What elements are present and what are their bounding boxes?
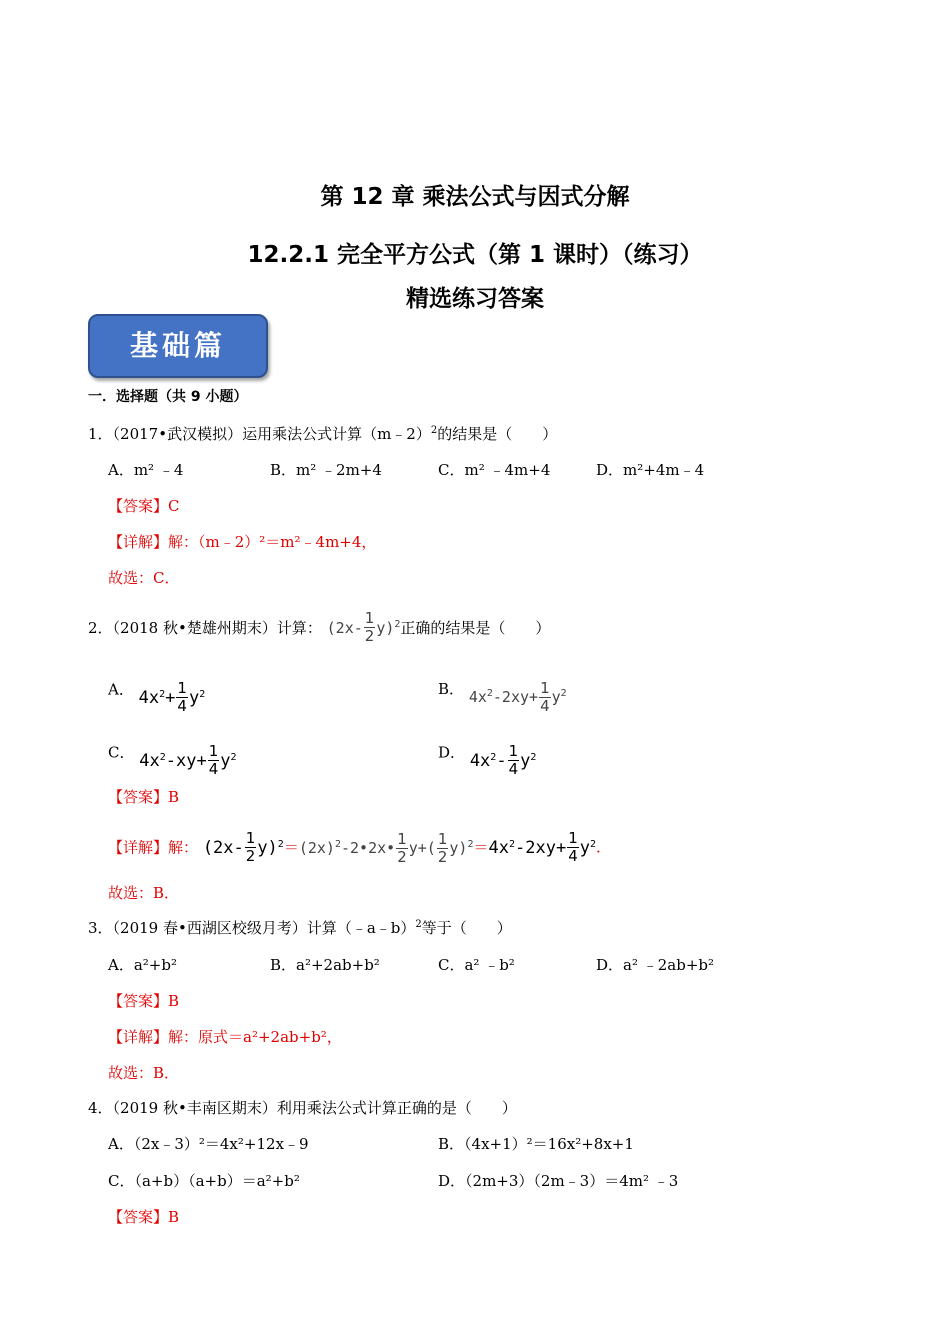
- question-3-option-c: C．a² ﹣b²: [438, 956, 515, 974]
- question-1-option-d: D．m²+4m﹣4: [596, 461, 705, 479]
- question-1-option-c: C．m² ﹣4m+4: [438, 461, 551, 479]
- question-1-option-b: B．m² ﹣2m+4: [270, 461, 382, 479]
- question-2-option-a: A． $4x^2+$ $\frac{1}{4}$ $y^2$: [108, 679, 206, 715]
- question-3-detail: 【详解】解：原式＝a²+2ab+b²，: [108, 1028, 342, 1046]
- question-3-answer: 【答案】B: [108, 992, 180, 1010]
- question-2-expression: (2x- $\frac{1}{2}$ y)$^2$: [326, 609, 401, 645]
- question-4-stem: 4．（2019 秋•丰南区期末）利用乘法公式计算正确的是（ ）: [88, 1099, 517, 1117]
- question-4-option-b: B．（4x+1）²＝16x²+8x+1: [438, 1135, 634, 1153]
- question-2-choice: 故选：B．: [108, 884, 180, 902]
- question-2-stem: 2．（2018 秋•楚雄州期末）计算： (2x- $\frac{1}{2}$ y)$^2$正确的结果是（ ）: [88, 609, 551, 645]
- question-2-option-c: C． $4x^2-xy+$ $\frac{1}{4}$ $y^2$: [108, 742, 237, 778]
- question-4-answer: 【答案】B: [108, 1208, 180, 1226]
- page-subtitle: 精选练习答案: [406, 286, 544, 312]
- question-1-choice: 故选：C．: [108, 569, 180, 587]
- question-3-stem: 3．（2019 春•西湖区校级月考）计算（﹣a﹣b）$^2$等于（ ）: [88, 919, 512, 937]
- question-3-choice: 故选：B．: [108, 1064, 180, 1082]
- section-badge: 基础篇: [88, 314, 268, 378]
- lesson-title: 12.2.1 完全平方公式（第 1 课时）（练习）: [247, 242, 703, 268]
- chapter-title: 第 12 章 乘法公式与因式分解: [320, 184, 630, 210]
- question-1-answer: 【答案】C: [108, 497, 180, 515]
- question-3-option-a: A．a²+b²: [108, 956, 177, 974]
- question-4-option-a: A．（2x﹣3）²＝4x²+12x﹣9: [108, 1135, 309, 1153]
- question-2-answer: 【答案】B: [108, 788, 180, 806]
- question-1-option-a: A．m² ﹣4: [108, 461, 184, 479]
- question-4-option-d: D．（2m+3）（2m﹣3）＝4m² ﹣3: [438, 1172, 679, 1190]
- question-3-option-d: D．a² ﹣2ab+b²: [596, 956, 715, 974]
- section-heading: 一．选择题（共 9 小题）: [88, 389, 248, 405]
- question-1-detail: 【详解】解：（m﹣2）²＝m²﹣4m+4，: [108, 533, 377, 551]
- question-4-option-c: C．（a+b）（a+b）＝a²+b²: [108, 1172, 300, 1190]
- question-3-option-b: B．a²+2ab+b²: [270, 956, 380, 974]
- question-1-stem: 1．（2017•武汉模拟）运用乘法公式计算（m﹣2）$^2$的结果是（ ）: [88, 425, 558, 443]
- question-2-option-d: D． $4x^2-$ $\frac{1}{4}$ $y^2$: [438, 742, 537, 778]
- question-2-option-b: B． $4x^2-2xy+$ $\frac{1}{4}$ $y^2$: [438, 679, 567, 715]
- question-2-detail: 【详解】解： (2x- $\frac{1}{2}$ $y)^2=(2x)^2-2•2x•$ $\frac{1}{2}$ y+( $\frac{1}{2}$ $y)^2=4x^2-2xy+$ $\frac{1}{4}$ $y^2$.: [108, 829, 601, 866]
